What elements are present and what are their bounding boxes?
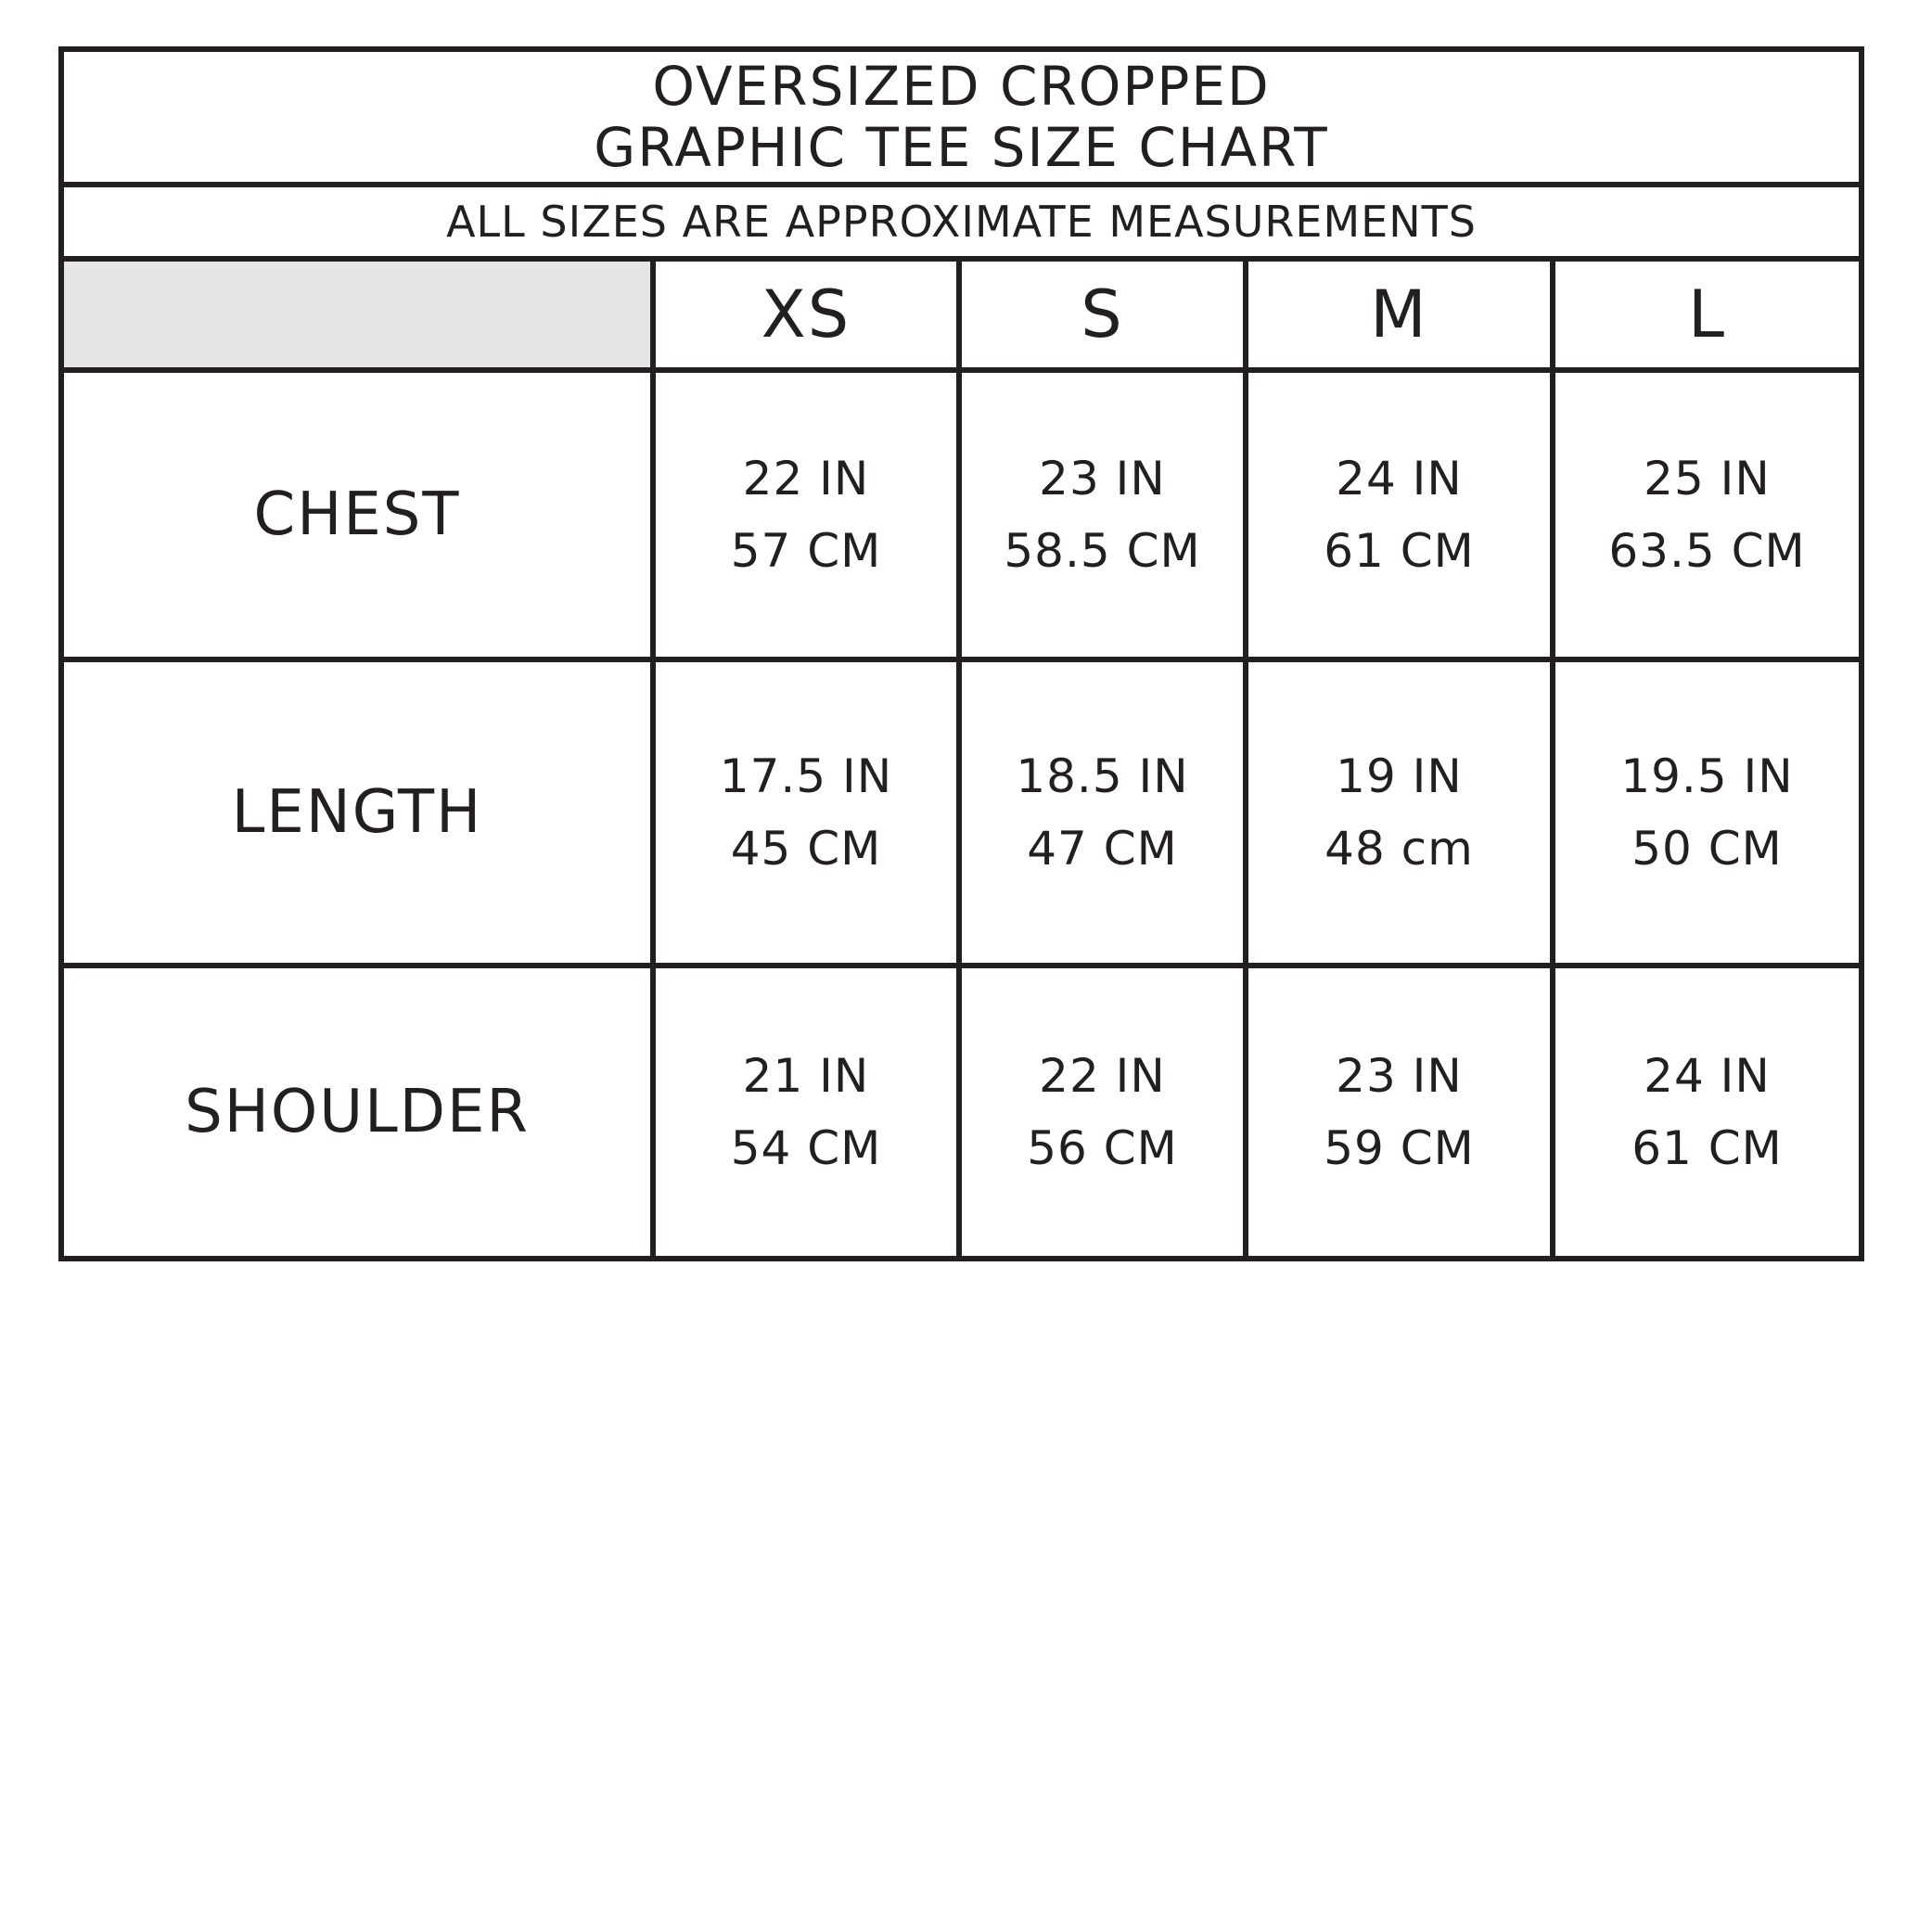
- size-header-m: [1248, 262, 1555, 373]
- measure-cell: [1555, 662, 1859, 968]
- value-cm: 57 CM: [730, 524, 882, 578]
- value-cm: 56 CM: [1027, 1121, 1178, 1175]
- measure-cell: [656, 662, 962, 968]
- value-inches: 23 IN: [1336, 1049, 1463, 1103]
- chart-title-line-2: GRAPHIC TEE SIZE CHART: [594, 116, 1329, 179]
- chart-subtitle: ALL SIZES ARE APPROXIMATE MEASUREMENTS: [446, 197, 1477, 247]
- measure-cell: [1248, 662, 1555, 968]
- value-cm: 61 CM: [1631, 1121, 1783, 1175]
- value-cm: 59 CM: [1324, 1121, 1475, 1175]
- measure-cell: [1555, 373, 1859, 662]
- measure-cell: [1555, 968, 1859, 1256]
- row-label: LENGTH: [231, 778, 483, 847]
- value-inches: 25 IN: [1644, 452, 1771, 505]
- value-inches: 17.5 IN: [719, 749, 893, 803]
- value-inches: 19 IN: [1336, 749, 1463, 803]
- value-cm: 48 cm: [1324, 822, 1474, 876]
- subtitle-box: [64, 187, 1859, 262]
- row-label-cell-chest: [64, 373, 656, 662]
- size-header-s: [962, 262, 1248, 373]
- measure-cell: [656, 968, 962, 1256]
- size-table: [64, 262, 1859, 1256]
- measure-cell: [962, 662, 1248, 968]
- size-header-xs: [656, 262, 962, 373]
- value-inches: 22 IN: [742, 452, 870, 505]
- size-header-label: S: [1081, 276, 1124, 352]
- row-label: CHEST: [253, 480, 461, 549]
- value-inches: 24 IN: [1336, 452, 1463, 505]
- chart-title-line-1: OVERSIZED CROPPED: [652, 55, 1271, 118]
- measure-cell: [962, 968, 1248, 1256]
- measure-cell: [1248, 373, 1555, 662]
- value-cm: 63.5 CM: [1608, 524, 1806, 578]
- size-header-label: L: [1688, 276, 1726, 352]
- value-cm: 45 CM: [730, 822, 882, 876]
- value-inches: 18.5 IN: [1016, 749, 1189, 803]
- measure-cell: [962, 373, 1248, 662]
- row-label-cell-length: [64, 662, 656, 968]
- row-label-cell-shoulder: [64, 968, 656, 1256]
- header-corner-cell: [64, 262, 656, 373]
- size-header-label: M: [1370, 276, 1428, 352]
- size-header-label: XS: [761, 276, 851, 352]
- value-inches: 21 IN: [742, 1049, 870, 1103]
- measure-cell: [656, 373, 962, 662]
- measure-cell: [1248, 968, 1555, 1256]
- value-inches: 24 IN: [1644, 1049, 1771, 1103]
- value-inches: 22 IN: [1039, 1049, 1166, 1103]
- value-cm: 50 CM: [1631, 822, 1783, 876]
- row-label: SHOULDER: [185, 1078, 530, 1146]
- size-header-l: [1555, 262, 1859, 373]
- value-cm: 54 CM: [730, 1121, 882, 1175]
- value-cm: 47 CM: [1027, 822, 1178, 876]
- size-chart: [58, 46, 1864, 1261]
- value-inches: 19.5 IN: [1620, 749, 1794, 803]
- value-cm: 61 CM: [1324, 524, 1475, 578]
- value-cm: 58.5 CM: [1004, 524, 1201, 578]
- title-box: [64, 52, 1859, 187]
- value-inches: 23 IN: [1039, 452, 1166, 505]
